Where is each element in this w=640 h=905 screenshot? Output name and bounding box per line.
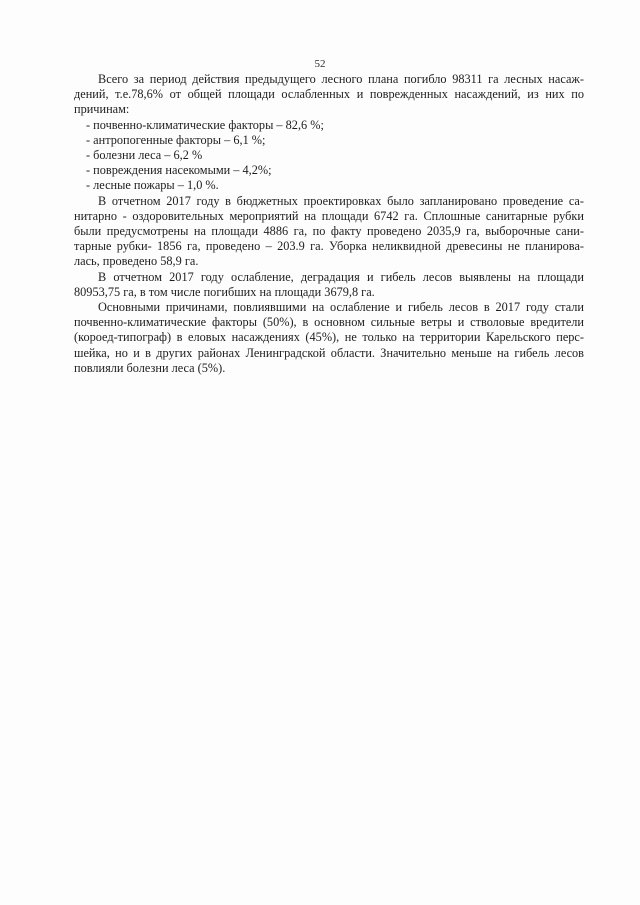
paragraph-line: 80953,75 га, в том числе погибших на площади 3679,8 га. (74, 284, 375, 299)
paragraph-line: нитарно - оздоровительных мероприятий на площади 6742 га. Сплошные санитарные рубки (74, 208, 584, 223)
paragraph-line: шейка, но и в других районах Ленинградской области. Значительно меньше на гибель лесов (74, 345, 584, 360)
paragraph-degradation-area (74, 269, 584, 300)
paragraph-line: Всего за период действия предыдущего лесного плана погибло 98311 га лесных насаж- (98, 72, 584, 86)
paragraph-sanitary-measures (74, 193, 584, 270)
paragraph-main-causes (74, 300, 584, 376)
paragraph-line: В отчетном 2017 году ослабление, деградация и гибель лесов выявлены на площади (98, 269, 584, 284)
paragraph-line: причинам: (74, 102, 130, 117)
paragraph-forest-loss-summary (74, 72, 584, 118)
page-number: 52 (314, 58, 326, 70)
list-item: - повреждения насекомыми – 4,2%; (86, 163, 272, 178)
list-item: - болезни леса – 6,2 % (86, 148, 203, 163)
paragraph-line: В отчетном 2017 году в бюджетных проектировках было запланировано проведение са- (98, 193, 584, 208)
paragraph-line: (короед-типограф) в еловых насаждениях (45%), не только на территории Карельского перс- (74, 330, 584, 345)
list-item: - лесные пожары – 1,0 %. (86, 178, 219, 193)
list-item: - антропогенные факторы – 6,1 %; (86, 132, 266, 147)
paragraph-line: были предусмотрены на площади 4886 га, по факту проведено 2035,9 га, выборочные сани- (74, 224, 584, 239)
paragraph-line: Основными причинами, повлиявшими на ослабление и гибель лесов в 2017 году стали (98, 300, 584, 315)
list-item: - почвенно-климатические факторы – 82,6 %; (86, 117, 324, 132)
paragraph-line: повлияли болезни леса (5%). (74, 360, 226, 375)
paragraph-line: почвенно-климатические факторы (50%), в основном сильные ветры и стволовые вредители (74, 315, 584, 330)
paragraph-line: лась, проведено 58,9 га. (74, 254, 199, 269)
paragraph-line: тарные рубки- 1856 га, проведено – 203.9 га. Уборка неликвидной древесины не планирова- (74, 239, 584, 254)
document-body (74, 72, 584, 376)
causes-list (86, 118, 584, 194)
paragraph-line: дений, т.е.78,6% от общей площади ослабленных и поврежденных насаждений, из них по (74, 87, 584, 102)
